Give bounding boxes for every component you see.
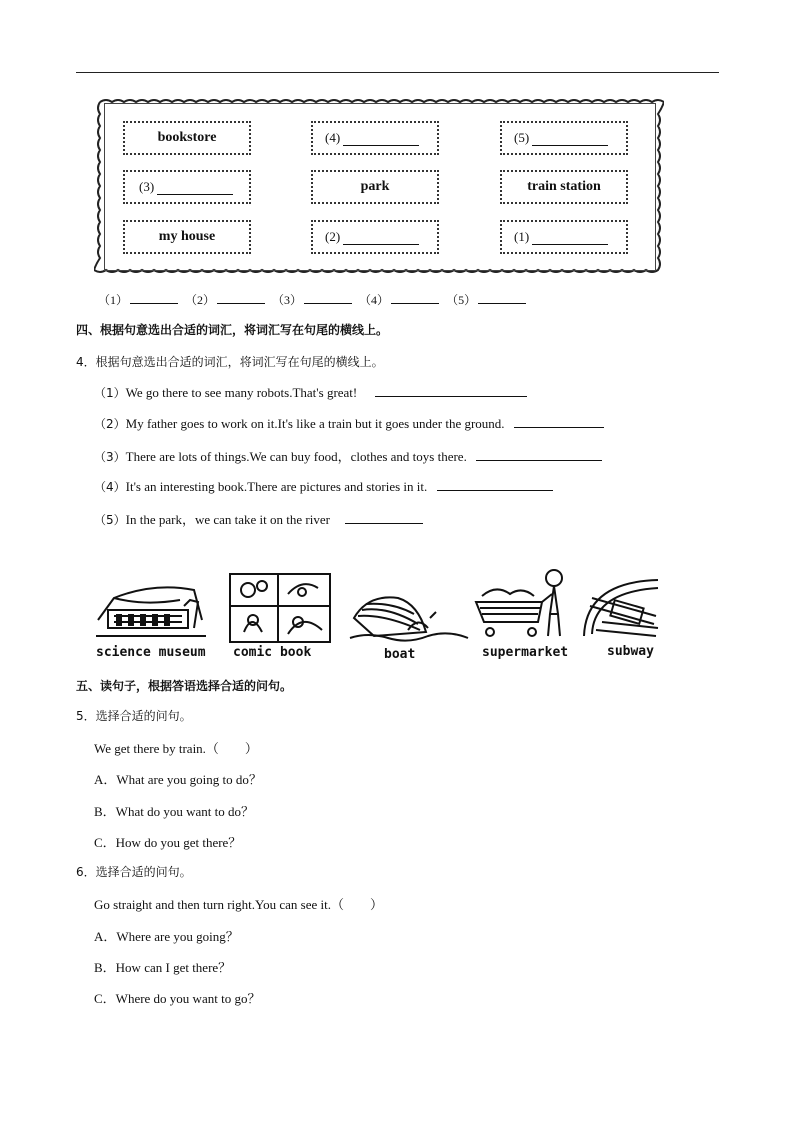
answer-blank[interactable] xyxy=(476,448,602,461)
map-cell-blank-3[interactable] xyxy=(123,170,251,204)
item-number: （4） xyxy=(94,480,126,494)
question-4 xyxy=(76,353,384,370)
blank-line xyxy=(343,131,419,146)
question-number: 6． xyxy=(76,865,96,879)
q6-prompt: Go straight and then turn right.You can see it.（ ） xyxy=(94,897,383,912)
answer-blank[interactable] xyxy=(375,384,527,397)
question-number: 5． xyxy=(76,709,96,723)
answer-blank[interactable] xyxy=(304,293,352,304)
map-cell-my-house: my house xyxy=(123,220,251,254)
q4-item-4 xyxy=(94,478,553,495)
q5-option-a[interactable]: A．What are you going to do？ xyxy=(94,772,262,787)
section-5-heading: 五、读句子，根据答语选择合适的问句。 xyxy=(76,679,293,693)
answer-label: （5） xyxy=(446,293,477,307)
item-text: It's an interesting book.There are pictures and stories in it. xyxy=(125,479,428,494)
caption-supermarket: supermarket xyxy=(482,645,569,660)
top-rule xyxy=(76,72,719,73)
blank-line xyxy=(157,180,233,195)
supermarket-icon xyxy=(472,566,576,642)
caption-comic-book: comic book xyxy=(233,645,312,660)
caption-subway: subway xyxy=(607,644,654,659)
answer-blank[interactable] xyxy=(217,293,265,304)
map-cell-park: park xyxy=(311,170,439,204)
caption-boat: boat xyxy=(384,647,416,662)
q6-option-b[interactable]: B．How can I get there？ xyxy=(94,960,232,975)
question-text: 根据句意选出合适的词汇，将词汇写在句尾的横线上。 xyxy=(95,355,384,369)
q5-option-c[interactable]: C．How do you get there？ xyxy=(94,835,242,850)
answer-label: （2） xyxy=(185,293,216,307)
blank-number: (2) xyxy=(325,229,341,244)
map-cell-blank-4[interactable] xyxy=(311,121,439,155)
item-text: My father goes to work on it.It's like a train but it goes under the ground. xyxy=(125,416,505,431)
map-cell-bookstore: bookstore xyxy=(123,121,251,155)
q6-option-a[interactable]: A．Where are you going？ xyxy=(94,929,239,944)
item-text: In the park，we can take it on the river xyxy=(125,512,330,527)
answer-blank[interactable] xyxy=(391,293,439,304)
item-number: （3） xyxy=(94,450,126,464)
answer-blank[interactable] xyxy=(478,293,526,304)
boat-icon xyxy=(348,588,470,646)
item-number: （5） xyxy=(94,513,126,527)
answer-label: （1） xyxy=(98,293,129,307)
blank-number: (5) xyxy=(514,130,530,145)
answer-label: （4） xyxy=(359,293,390,307)
map-cell-blank-5[interactable] xyxy=(500,121,628,155)
map-cell-blank-1[interactable] xyxy=(500,220,628,254)
q4-item-2 xyxy=(94,415,604,432)
section-4-heading: 四、根据句意选出合适的词汇，将词汇写在句尾的横线上。 xyxy=(76,323,389,337)
science-museum-icon xyxy=(94,580,210,642)
map-cell-blank-2[interactable] xyxy=(311,220,439,254)
q6-option-c[interactable]: C．Where do you want to go？ xyxy=(94,991,261,1006)
item-number: （1） xyxy=(94,386,126,400)
answer-blank[interactable] xyxy=(437,478,553,491)
blank-line xyxy=(532,230,608,245)
answer-blank[interactable] xyxy=(130,293,178,304)
item-number: （2） xyxy=(94,417,126,431)
blank-number: (3) xyxy=(139,179,155,194)
blank-number: (4) xyxy=(325,130,341,145)
blank-number: (1) xyxy=(514,229,530,244)
q5-prompt: We get there by train.（ ） xyxy=(94,741,258,756)
answer-label: （3） xyxy=(272,293,303,307)
q4-item-5 xyxy=(94,509,423,528)
answer-blank[interactable] xyxy=(514,415,604,428)
map-cell-train-station: train station xyxy=(500,170,628,204)
caption-science-museum: science museum xyxy=(96,645,206,660)
question-number: 4． xyxy=(76,355,96,369)
answer-blank[interactable] xyxy=(345,511,423,524)
q5-option-b[interactable]: B．What do you want to do？ xyxy=(94,804,254,819)
question-title: 选择合适的问句。 xyxy=(95,865,192,879)
q4-item-3 xyxy=(94,446,602,465)
question-5 xyxy=(76,707,192,724)
q4-item-1 xyxy=(94,384,527,401)
question-title: 选择合适的问句。 xyxy=(95,709,192,723)
blank-line xyxy=(343,230,419,245)
item-text: We go there to see many robots.That's great! xyxy=(125,385,358,400)
blank-line xyxy=(532,131,608,146)
question-6 xyxy=(76,863,192,880)
subway-icon xyxy=(582,576,662,640)
item-text: There are lots of things.We can buy food，clothes and toys there. xyxy=(125,449,467,464)
comic-book-icon xyxy=(228,572,332,644)
answer-row xyxy=(98,291,530,308)
